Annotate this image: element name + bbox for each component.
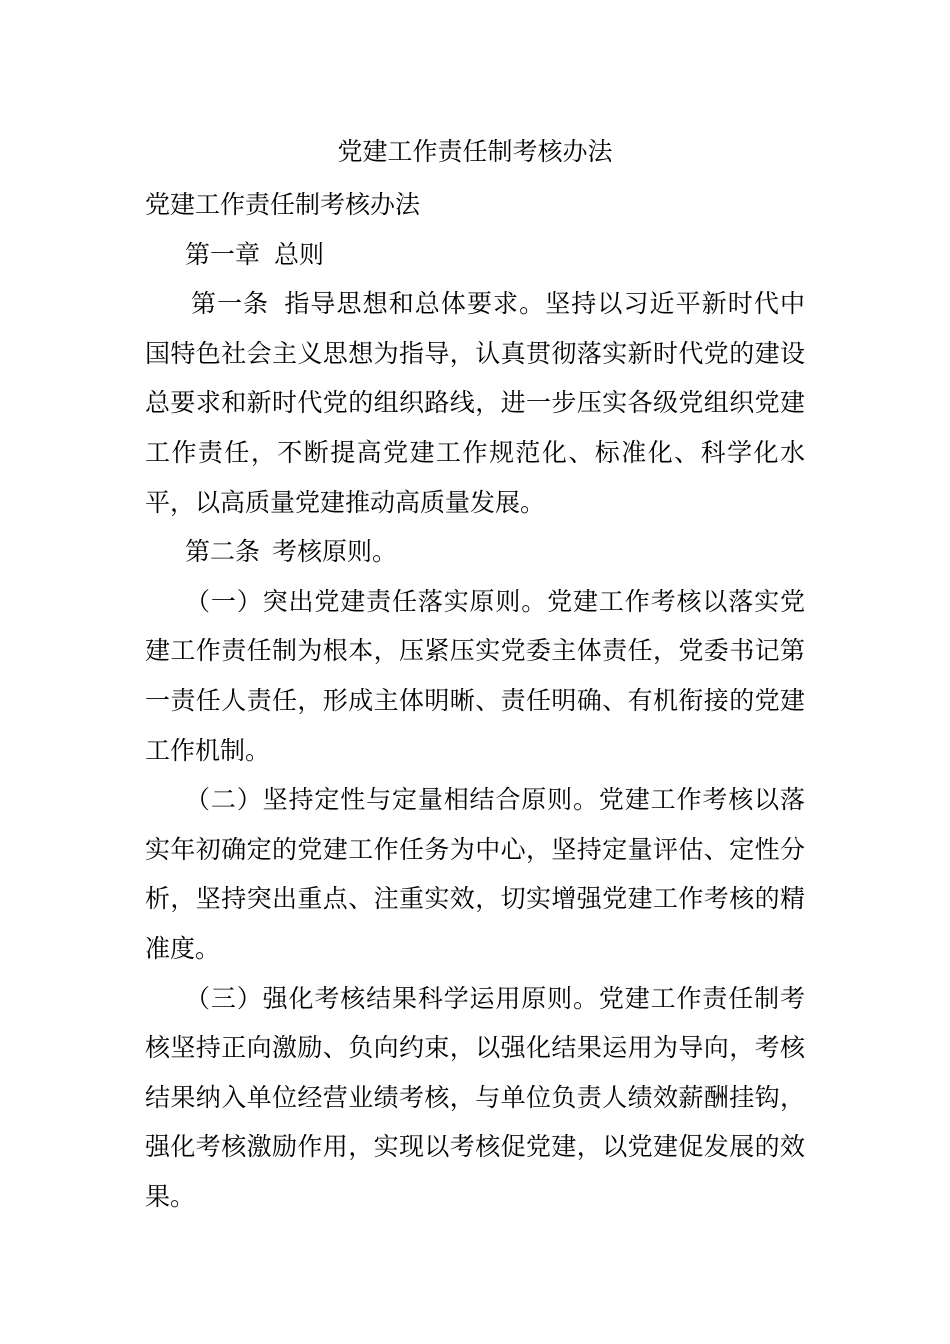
- principle-item: （二）坚持定性与定量相结合原则。党建工作考核以落实年初确定的党建工作任务为中心，坚持定量评估、定性分析，坚持突出重点、注重实效，切实增强党建工作考核的精准度。: [145, 785, 805, 963]
- document-subtitle: 党建工作责任制考核办法: [145, 190, 421, 219]
- article-two-text: 考核原则。: [272, 537, 398, 567]
- chapter-number: 第一章: [185, 239, 261, 269]
- article-one-number: 第一条: [191, 289, 270, 319]
- article-two-number: 第二条: [185, 537, 261, 567]
- chapter-name: 总则: [274, 239, 325, 269]
- article-one-text: 指导思想和总体要求。坚持以习近平新时代中国特色社会主义思想为指导，认真贯彻落实新时代党的建设总要求和新时代党的组织路线，进一步压实各级党组织党建工作责任，不断提高党建工作规范化、标准化、科学化水平，以高质量党建推动高质量发展。: [145, 289, 805, 517]
- principle-item: （三）强化考核结果科学运用原则。党建工作责任制考核坚持正向激励、负向约束，以强化结果运用为导向，考核结果纳入单位经营业绩考核，与单位负责人绩效薪酬挂钩，强化考核激励作用，实现以考核促党建，以党建促发展的效果。: [145, 983, 805, 1211]
- document-title: 党建工作责任制考核办法: [337, 137, 613, 166]
- chapter-heading: [145, 230, 805, 280]
- article-one: [145, 279, 805, 527]
- principle-item: （一）突出党建责任落实原则。党建工作考核以落实党建工作责任制为根本，压紧压实党委主体责任，党委书记第一责任人责任，形成主体明晰、责任明确、有机衔接的党建工作机制。: [145, 586, 805, 765]
- article-two: [145, 527, 805, 577]
- document-body: [145, 180, 805, 1221]
